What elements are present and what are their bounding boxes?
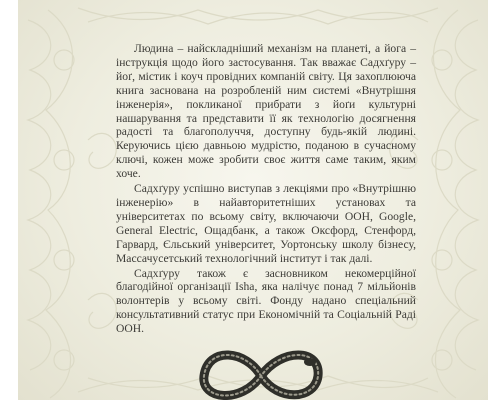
paragraph-foundation: Садхґуру також є засновником некомерційної благодійної організації Isha, яка налічує понад 7 мільйонів волонтерів у всьому світі. Фонду надано спеціальний консультативний статус при Економічній та Соціальній Раді ООН. [116, 266, 416, 336]
paragraph-lectures: Садхґуру успішно виступав з лекціями про «Внутрішню інженерію» в найавторитетніших установах та університетах по всьому світу, включаючи ООН, Google, General Electric, Ощадбанк, а також Оксфорд, Стенфорд, Гарвард, Єльський університет, Уортонську школу бізнесу, Массачусетський технологічний інститут і так далі. [116, 182, 416, 265]
description-text-block [116, 42, 416, 336]
serpent-infinity-icon [186, 332, 336, 400]
cover-background [18, 0, 488, 400]
paragraph-intro: Людина – найскладніший механізм на планеті, а йога – інструкція щодо його застосування. Так вважає Садхґуру – йоґ, містик і коуч провідних компаній світу. Ця захоплююча книга заснована на розробленій ним системі «Внутрішня інженерія», покликаної прибрати з йоґи культурні нашарування та представити її як технологію досягнення радості та благополуччя, доступну будь-якій людині. Керуючись цією давньою мудрістю, поданою в сучасному ключі, кожен може зробити своє життя саме таким, яким хоче. [116, 42, 416, 181]
